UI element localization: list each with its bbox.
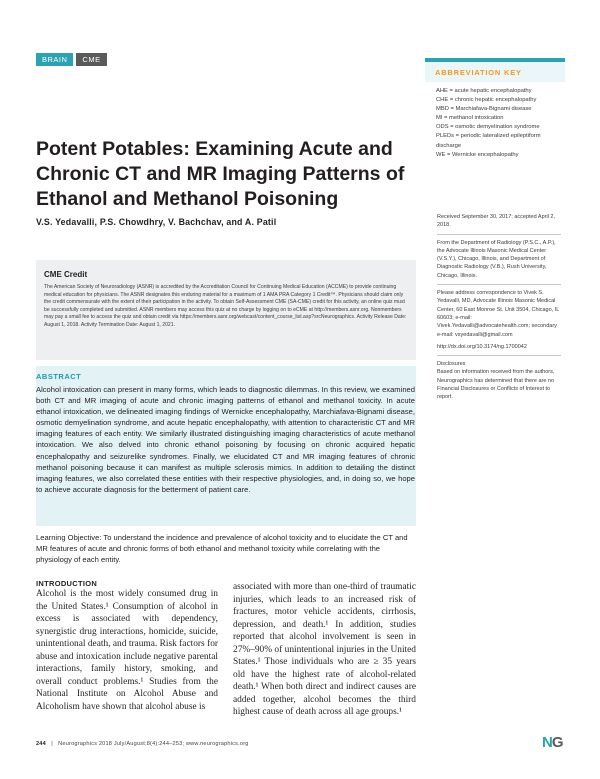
- disclosures-text: Based on information received from the authors, Neurographics has determined that there are no Financial Disclosures or Conflicts of Interest to report.: [437, 369, 555, 401]
- logo-letter-g: G: [551, 734, 564, 751]
- abbreviation-key-header: [425, 62, 565, 82]
- abstract-label: ABSTRACT: [36, 372, 82, 381]
- footer-citation: Neurographics 2018 July/August;8(4):244–253; www.neurographics.org: [58, 741, 249, 747]
- tag-brain: BRAIN: [36, 53, 73, 66]
- introduction-column-1: Alcohol is the most widely consumed drug in the United States.¹ Consumption of alcohol in excess is associated with dependency, synergistic drug interactions, homicide, suicide, unintentional death, and trauma. Risk factors for abuse and intoxication include negative parental interactions, family history, smoking, and overall conduct problems.¹ Studies from the National Institute on Alcohol Abuse and Alcoholism have shown that alcohol abuse is: [36, 589, 218, 712]
- introduction-column-2: associated with more than one-third of traumatic injuries, which leads to an increased risk of fractures, motor vehicle accidents, cirrhosis, depression, and death.¹ In addition, studies reported that alcohol involvement is seen in 27%–90% of unintentional injuries in the United States.¹ Those individuals who are ≥ 35 years old have the highest rate of alcohol-related death.¹ When both direct and indirect causes are added together, alcohol becomes the third highest cause of death across all age groups.¹: [233, 582, 416, 717]
- abbreviation-list: [425, 82, 565, 160]
- category-tags: [36, 53, 107, 66]
- abbreviation-item: AHE = acute hepatic encephalopathy: [436, 88, 532, 94]
- tag-cme: CME: [76, 53, 106, 66]
- introduction-heading: INTRODUCTION: [36, 579, 98, 588]
- article-title: Potent Potables: Examining Acute and Chronic CT and MR Imaging Patterns of Ethanol and Methanol Poisoning: [36, 138, 405, 210]
- disclosures-title: Disclosures: [437, 361, 466, 368]
- page-footer: [36, 741, 249, 747]
- abbreviation-item: CHE = chronic hepatic encephalopathy: [436, 97, 537, 104]
- divider: [437, 355, 561, 356]
- cme-credit-text: The American Society of Neuroradiology (ASNR) is accredited by the Accreditation Council for Continuing Medical Education (ACCME) to provide continuing medical education for physicians. The ASNR designates this enduring material for a maximum of 1 AMA PRA Category 1 Credit™. Physicians should claim only the credit commensurate with the extent of their participation in the activity. To obtain Self-Assessment CME (SA-CME) credit for this activity, an online quiz must be successfully completed and submitted. ASNR members may access this quiz at no charge by logging on to eCME at http://members.asnr.org. Nonmembers may pay a small fee to access the quiz and obtain credit via https://members.asnr.org/webcast/content_course_list.asp?srcNeurographics. Activity Release Date: August 1, 2018. Activity Termination Date: August 1, 2021.: [44, 284, 407, 328]
- article-authors: V.S. Yedavalli, P.S. Chowdhry, V. Bachchav, and A. Patil: [36, 217, 277, 227]
- correspondence: Please address correspondence to Vivek S. Yedavalli, MD, Advocate Illinois Masonic Medical Center, 60 East Monroe St. Unit 3504, Chicago, IL 60603; e-mail: Vivek.Yedavalli@advocatehealth.com; secondary e-mail: vsyedavalli@gmail.com: [437, 290, 560, 338]
- abbreviation-item: WE = Wernicke encephalopathy: [436, 151, 519, 158]
- learning-objective: Learning Objective: To understand the incidence and prevalence of alcohol toxicity and to elucidate the CT and MR features of acute and chronic forms of both ethanol and methanol toxicity while correlating with the physiology of each entity.: [36, 533, 408, 565]
- article-side-info: [437, 213, 561, 406]
- abbreviation-item: MBD = Marchiafava-Bignami disease: [436, 106, 532, 113]
- cme-credit-title: CME Credit: [44, 270, 88, 279]
- divider: [437, 234, 561, 235]
- affiliation: From the Department of Radiology (P.S.C., A.P.), the Advocate Illinois Masonic Medical Center (V.S.Y.), Chicago, Illinois, and Department of Diagnostic Radiology (V.B.), Rush University, Chicago, Illinois.: [437, 239, 556, 279]
- logo-letter-n: N: [542, 734, 552, 751]
- footer-separator: |: [47, 741, 57, 747]
- abstract-section: [36, 366, 416, 526]
- neurographics-logo: [542, 734, 564, 751]
- cme-credit-box: [36, 260, 416, 360]
- abbreviation-key-box: [425, 58, 565, 202]
- abbreviation-key-title: ABBREVIATION KEY: [435, 68, 522, 77]
- abbreviation-item: ODS = osmotic demyelination syndrome: [436, 124, 540, 131]
- received-dates: Received September 30, 2017; accepted April 2, 2018.: [437, 214, 556, 229]
- abbreviation-item: MI = methanol intoxication: [436, 115, 504, 122]
- abbreviation-item: PLEDs = periodic lateralized epileptiform discharge: [436, 133, 541, 149]
- abstract-text: Alcohol intoxication can present in many forms, which leads to diagnostic dilemmas. In this review, we examined both CT and MR imaging of acute and chronic imaging patterns of ethanol and methanol toxicity. In acute ethanol intoxication, we delineated imaging findings of Wernicke encephalopathy, Marchiafava-Bignami disease, osmotic demyelination syndrome, and acute hepatic encephalopathy, with attention to characteristic CT and MR imaging features of each entity. We similarly illustrated distinguishing imaging characteristics of acute methanol intoxication. We also delved into chronic ethanol poisoning by focusing on chronic acquired hepatic encephalopathy and seizurelike syndromes. Finally, we elucidated CT and MR imaging features of chronic methanol poisoning because it can manifest as multiple sclerosis mimics. In addition to detailing the distinct imaging features, we also correlated these entities with their respective physiologies, and, in doing so, we hope to achieve accurate diagnosis for the betterment of patient care.: [36, 385, 415, 494]
- divider: [437, 284, 561, 285]
- page-number: 244: [36, 741, 46, 747]
- doi-link[interactable]: http://dx.doi.org/10.3174/ng.1700042: [437, 343, 527, 350]
